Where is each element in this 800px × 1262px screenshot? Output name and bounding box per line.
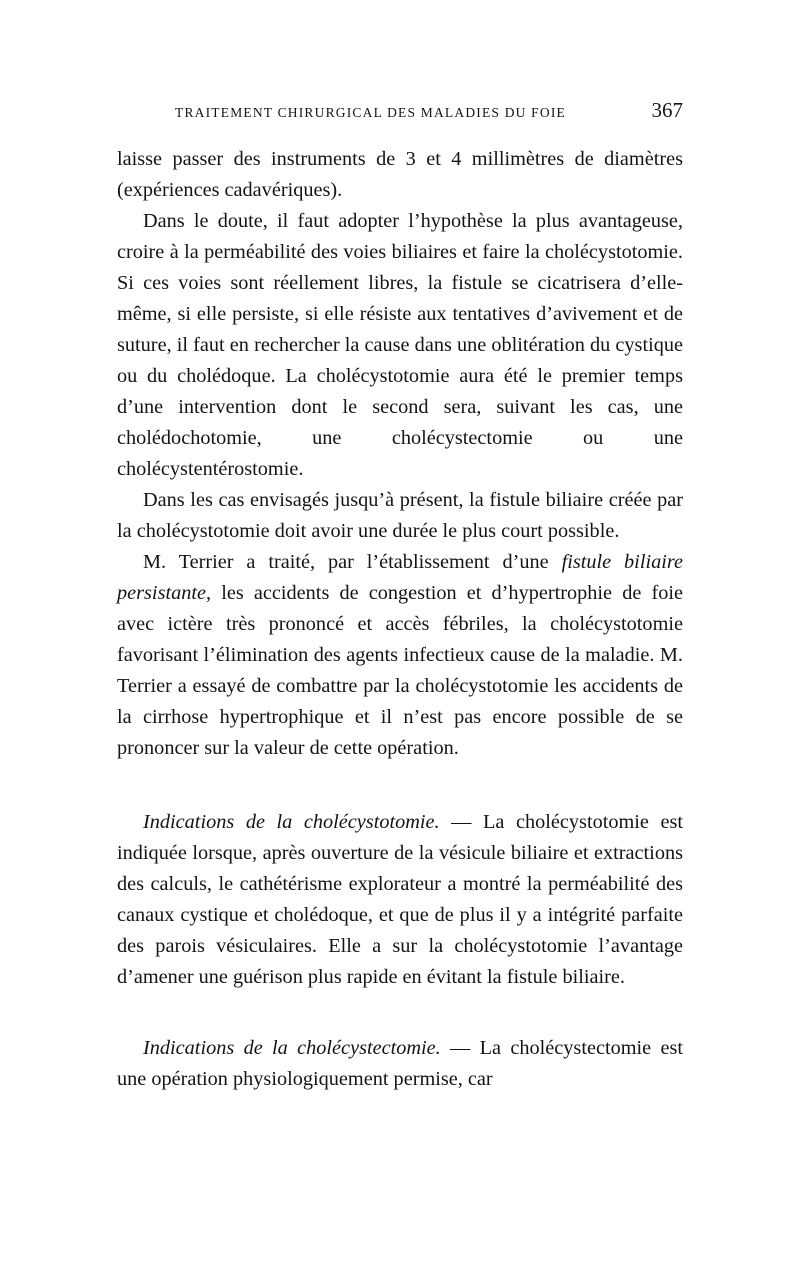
page-number: 367 xyxy=(651,98,683,122)
paragraph-indications-cholecystectomie xyxy=(117,1033,683,1095)
section-heading-cholecystectomie: Indications de la cholécystectomie. xyxy=(143,1037,441,1059)
paragraph-terrier xyxy=(117,547,683,764)
section-heading-cholecystotomie: Indications de la cholécystotomie. xyxy=(143,811,440,833)
section-spacer xyxy=(117,993,683,1033)
cholecystotomie-text: — La cholécystotomie est indiquée lorsque, après ouverture de la vésicule biliaire et extractions des calculs, le cathétérisme explorateur a montré la perméabilité des canaux cystique et cholédoque, et que de plus il y a intégrité parfaite des parois vésiculaires. Elle a sur la cholécystotomie l’avantage d’amener une guérison plus rapide en évitant la fistule biliaire. xyxy=(117,811,684,988)
section-spacer xyxy=(117,764,683,807)
terrier-text-end: , les accidents de congestion et d’hypertrophie de foie avec ictère très prononcé et accès fébriles, la cholécystotomie favorisant l’élimination des agents infectieux cause de la maladie. M. Terrier a essayé de combattre par la cholécystotomie les accidents de la cirrhose hypertrophique et il n’est pas encore possible de se prononcer sur la valeur de cette opération. xyxy=(117,582,683,759)
book-page xyxy=(117,98,683,1095)
paragraph-hypothesis: Dans le doute, il faut adopter l’hypothèse la plus avantageuse, croire à la perméabilité des voies biliaires et faire la cholécystotomie. Si ces voies sont réellement libres, la fistule se cicatrisera d’elle-même, si elle persiste, si elle résiste aux tentatives d’avivement et de suture, il faut en rechercher la cause dans une oblitération du cystique ou du cholédoque. La cholécystotomie aura été le premier temps d’une intervention dont le second sera, suivant les cas, une cholédochotomie, une cholécystectomie ou une cholécystentérostomie. xyxy=(117,210,683,480)
terrier-text-start: M. Terrier a traité, par l’établissement d’une xyxy=(143,551,562,573)
running-head xyxy=(117,98,683,144)
paragraph-indications-cholecystotomie xyxy=(117,807,683,993)
running-title: TRAITEMENT CHIRURGICAL DES MALADIES DU FOIE xyxy=(175,105,566,120)
paragraph-fistula-duration: Dans les cas envisagés jusqu’à présent, la fistule biliaire créée par la cholécystotomie doit avoir une durée le plus court possible. xyxy=(117,489,683,542)
terrier-italic-term: fistule biliaire persistante xyxy=(117,551,684,604)
paragraph-continuation: laisse passer des instruments de 3 et 4 millimètres de diamètres (expériences cadavériques). xyxy=(117,148,683,201)
cholecystectomie-text: — La cholécystectomie est une opération physiologiquement permise, car xyxy=(117,1037,684,1090)
